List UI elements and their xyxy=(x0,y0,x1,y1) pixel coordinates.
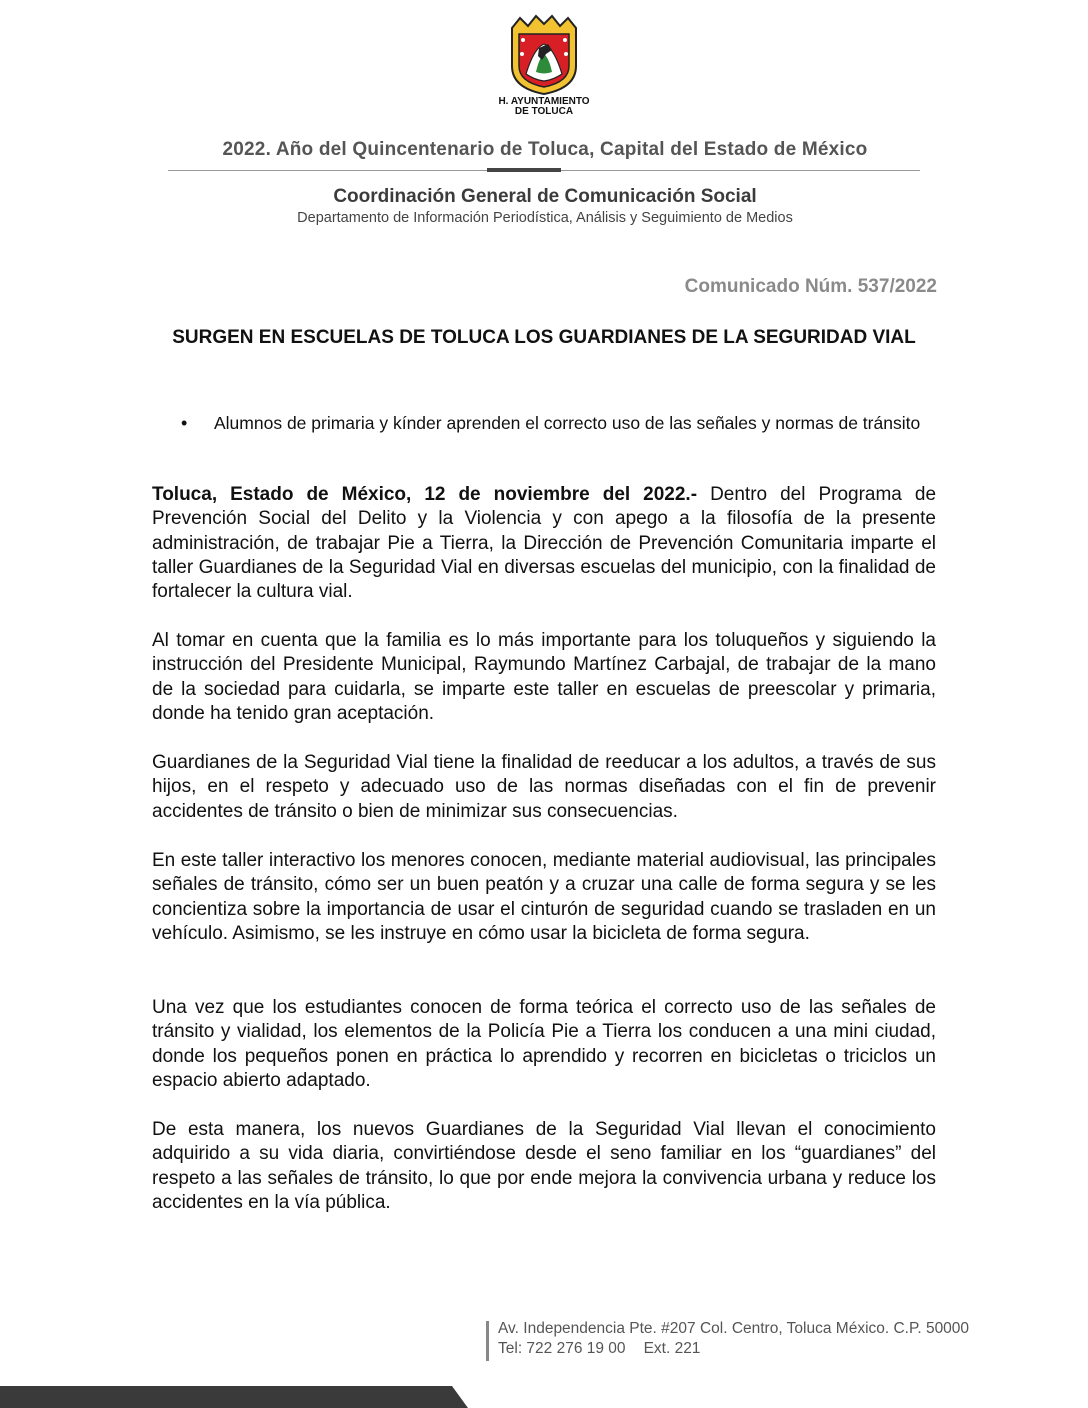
year-motto: 2022. Año del Quincentenario de Toluca, Capital del Estado de México xyxy=(222,139,868,160)
footer-phone-line xyxy=(498,1340,700,1358)
body-paragraph-6: De esta manera, los nuevos Guardianes de la Seguridad Vial llevan el conocimiento adquirido a su vida diaria, convirtiéndose desde el seno familiar en los “guardianes” del respeto a las señales de tránsito, lo que por ende mejora la convivencia urbana y reduce los accidentes en la vía pública. xyxy=(152,1119,936,1213)
logo-text-line2: DE TOLUCA xyxy=(514,106,574,117)
release-number: Comunicado Núm. 537/2022 xyxy=(684,276,937,297)
body-paragraph-4: En este taller interactivo los menores conocen, mediante material audiovisual, las principales señales de tránsito, cómo ser un buen peatón y a cruzar una calle de forma segura y se les concientiza sobre la importancia de usar el cinturón de seguridad cuando se trasladen en un vehículo. Asimismo, se les instruye en cómo usar la bicicleta de forma segura. xyxy=(152,850,936,944)
coordination-title: Coordinación General de Comunicación Social xyxy=(333,186,757,207)
header-divider-accent xyxy=(487,168,561,172)
dateline: Toluca, Estado de México, 12 de noviembre del 2022.- xyxy=(152,484,698,505)
footer-decorative-band xyxy=(0,1386,468,1408)
coat-of-arms-icon xyxy=(506,14,582,96)
footer-extension: Ext. 221 xyxy=(643,1340,701,1357)
logo-text-line1: H. AYUNTAMIENTO xyxy=(498,96,590,107)
body-paragraph-5: Una vez que los estudiantes conocen de forma teórica el correcto uso de las señales de tránsito y vialidad, los elementos de la Policía Pie a Tierra los conducen a una mini ciudad, donde los pequeños ponen en práctica lo aprendido y recorren en bicicletas o triciclos un espacio abierto adaptado. xyxy=(152,997,936,1091)
release-headline: SURGEN EN ESCUELAS DE TOLUCA LOS GUARDIANES DE LA SEGURIDAD VIAL xyxy=(172,327,916,348)
department-subtitle: Departamento de Información Periodística, Análisis y Seguimiento de Medios xyxy=(297,210,793,226)
paragraph-text: Dentro del Programa de Prevención Social del Delito y la Violencia y con apego a la filosofía de la presente administración, de trabajar Pie a Tierra, la Dirección de Prevención Comunitaria imparte el taller Guardianes de la Seguridad Vial en diversas escuelas del municipio, con la finalidad de fortalecer la cultura vial. xyxy=(152,484,937,603)
footer-address: Av. Independencia Pte. #207 Col. Centro, Toluca México. C.P. 50000 xyxy=(498,1320,970,1337)
body-paragraph-3: Guardianes de la Seguridad Vial tiene la finalidad de reeducar a los adultos, a través de sus hijos, en el respeto y adecuado uso de las normas diseñadas con el fin de prevenir accidentes de tránsito o bien de minimizar sus consecuencias. xyxy=(152,752,936,822)
body-paragraph-2: Al tomar en cuenta que la familia es lo más importante para los toluqueños y siguiendo la instrucción del Presidente Municipal, Raymundo Martínez Carbajal, de trabajar de la mano de la sociedad para cuidarla, se imparte este taller en escuelas de preescolar y primaria, donde ha tenido gran aceptación. xyxy=(152,630,936,724)
footer-divider xyxy=(486,1321,489,1361)
body-paragraph-1 xyxy=(152,483,936,604)
summary-bullet: • Alumnos de primaria y kínder aprenden el correcto uso de las señales y normas de tránsito xyxy=(152,412,936,434)
footer-phone: Tel: 722 276 19 00 xyxy=(498,1340,626,1357)
toluca-coat-of-arms-logo xyxy=(486,14,602,122)
summary-bullets xyxy=(152,412,936,434)
